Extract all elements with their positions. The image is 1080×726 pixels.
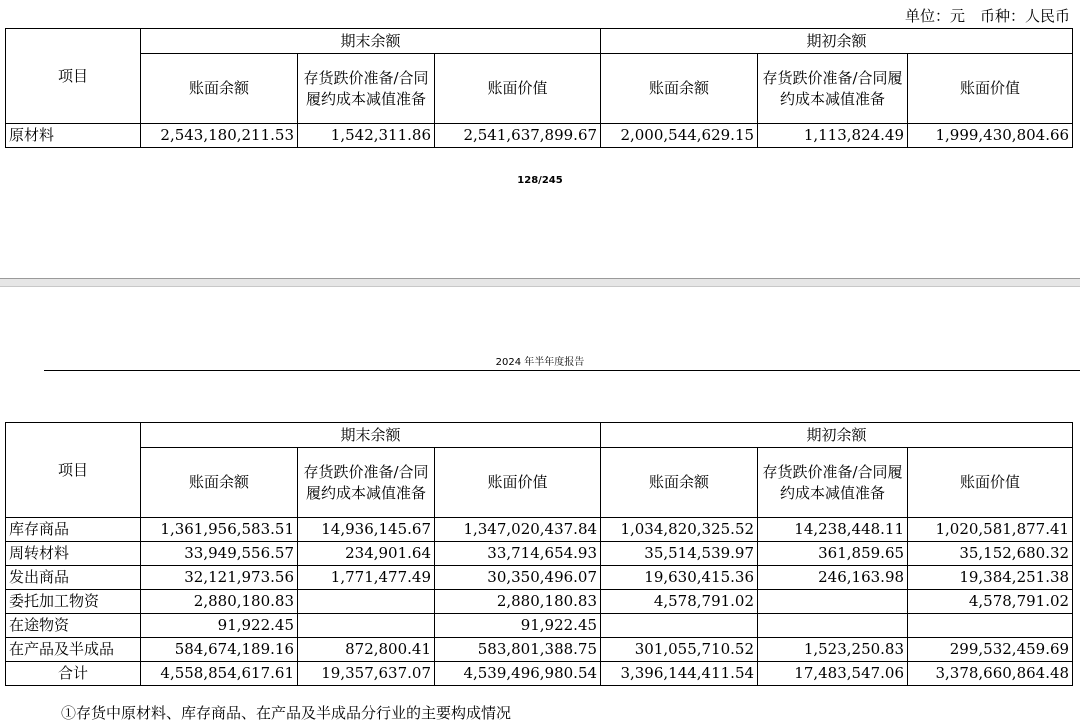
cell-begin-value: 4,578,791.02 (908, 590, 1073, 614)
header-item: 项目 (6, 29, 141, 124)
cell-end-impairment (298, 614, 435, 638)
cell-begin-balance: 3,396,144,411.54 (601, 662, 758, 686)
cell-begin-value: 19,384,251.38 (908, 566, 1073, 590)
cell-end-impairment: 1,771,477.49 (298, 566, 435, 590)
cell-begin-impairment: 17,483,547.06 (758, 662, 908, 686)
table-row (6, 590, 1073, 614)
cell-begin-balance: 1,034,820,325.52 (601, 518, 758, 542)
cell-begin-value (908, 614, 1073, 638)
table-row (6, 662, 1073, 686)
cell-begin-balance: 4,578,791.02 (601, 590, 758, 614)
header-book-value: 账面价值 (908, 448, 1073, 518)
header-end-balance-group: 期末余额 (141, 29, 601, 54)
header-end-balance-group: 期末余额 (141, 423, 601, 448)
header-begin-balance-group: 期初余额 (601, 423, 1073, 448)
cell-end-impairment: 1,542,311.86 (298, 124, 435, 148)
header-rule (44, 370, 1080, 371)
total-label: 合计 (6, 662, 141, 686)
cell-end-impairment: 19,357,637.07 (298, 662, 435, 686)
unit-currency-line: 单位：元 币种：人民币 (904, 7, 1070, 25)
cell-begin-impairment: 14,238,448.11 (758, 518, 908, 542)
cell-end-value: 4,539,496,980.54 (435, 662, 601, 686)
cell-begin-balance: 19,630,415.36 (601, 566, 758, 590)
cell-end-balance: 2,880,180.83 (141, 590, 298, 614)
row-label: 在途物资 (6, 614, 141, 638)
cell-end-balance: 4,558,854,617.61 (141, 662, 298, 686)
row-label: 发出商品 (6, 566, 141, 590)
cell-end-impairment: 872,800.41 (298, 638, 435, 662)
cell-end-value: 1,347,020,437.84 (435, 518, 601, 542)
header-book-balance: 账面余额 (601, 448, 758, 518)
cell-begin-impairment: 1,113,824.49 (758, 124, 908, 148)
header-book-value: 账面价值 (435, 54, 601, 124)
cell-begin-impairment: 246,163.98 (758, 566, 908, 590)
page-separator (0, 278, 1080, 287)
cell-begin-value: 1,999,430,804.66 (908, 124, 1073, 148)
cell-begin-impairment (758, 590, 908, 614)
table-row (6, 614, 1073, 638)
footnote: ①存货中原材料、库存商品、在产品及半成品分行业的主要构成情况 (61, 704, 512, 722)
row-label: 周转材料 (6, 542, 141, 566)
cell-end-value: 583,801,388.75 (435, 638, 601, 662)
row-label: 委托加工物资 (6, 590, 141, 614)
table-row (6, 638, 1073, 662)
header-begin-balance-group: 期初余额 (601, 29, 1073, 54)
cell-end-value: 2,880,180.83 (435, 590, 601, 614)
cell-end-impairment (298, 590, 435, 614)
cell-end-impairment: 14,936,145.67 (298, 518, 435, 542)
cell-end-value: 2,541,637,899.67 (435, 124, 601, 148)
header-book-value: 账面价值 (435, 448, 601, 518)
row-label: 原材料 (6, 124, 141, 148)
page-number: 128/245 (517, 175, 563, 186)
cell-begin-balance (601, 614, 758, 638)
cell-begin-value: 3,378,660,864.48 (908, 662, 1073, 686)
cell-begin-value: 299,532,459.69 (908, 638, 1073, 662)
cell-begin-balance: 35,514,539.97 (601, 542, 758, 566)
cell-begin-impairment: 1,523,250.83 (758, 638, 908, 662)
cell-end-value: 33,714,654.93 (435, 542, 601, 566)
cell-end-balance: 2,543,180,211.53 (141, 124, 298, 148)
cell-end-balance: 91,922.45 (141, 614, 298, 638)
report-header: 2024 年半年度报告 (495, 357, 585, 368)
cell-begin-impairment: 361,859.65 (758, 542, 908, 566)
cell-end-balance: 33,949,556.57 (141, 542, 298, 566)
header-impairment: 存货跌价准备/合同履约成本减值准备 (758, 54, 908, 124)
header-item: 项目 (6, 423, 141, 518)
row-label: 库存商品 (6, 518, 141, 542)
cell-end-balance: 584,674,189.16 (141, 638, 298, 662)
cell-end-balance: 32,121,973.56 (141, 566, 298, 590)
table-row (6, 566, 1073, 590)
header-impairment: 存货跌价准备/合同履约成本减值准备 (298, 448, 435, 518)
header-impairment: 存货跌价准备/合同履约成本减值准备 (298, 54, 435, 124)
cell-end-impairment: 234,901.64 (298, 542, 435, 566)
table-row (6, 542, 1073, 566)
table-row (6, 518, 1073, 542)
header-impairment: 存货跌价准备/合同履约成本减值准备 (758, 448, 908, 518)
inventory-table-part-1 (5, 28, 1073, 148)
cell-end-balance: 1,361,956,583.51 (141, 518, 298, 542)
cell-end-value: 30,350,496.07 (435, 566, 601, 590)
header-book-value: 账面价值 (908, 54, 1073, 124)
header-book-balance: 账面余额 (141, 448, 298, 518)
table-row (6, 124, 1073, 148)
cell-begin-balance: 301,055,710.52 (601, 638, 758, 662)
row-label: 在产品及半成品 (6, 638, 141, 662)
header-book-balance: 账面余额 (601, 54, 758, 124)
cell-begin-impairment (758, 614, 908, 638)
header-book-balance: 账面余额 (141, 54, 298, 124)
cell-begin-balance: 2,000,544,629.15 (601, 124, 758, 148)
cell-end-value: 91,922.45 (435, 614, 601, 638)
cell-begin-value: 35,152,680.32 (908, 542, 1073, 566)
cell-begin-value: 1,020,581,877.41 (908, 518, 1073, 542)
inventory-table-part-2 (5, 422, 1073, 686)
